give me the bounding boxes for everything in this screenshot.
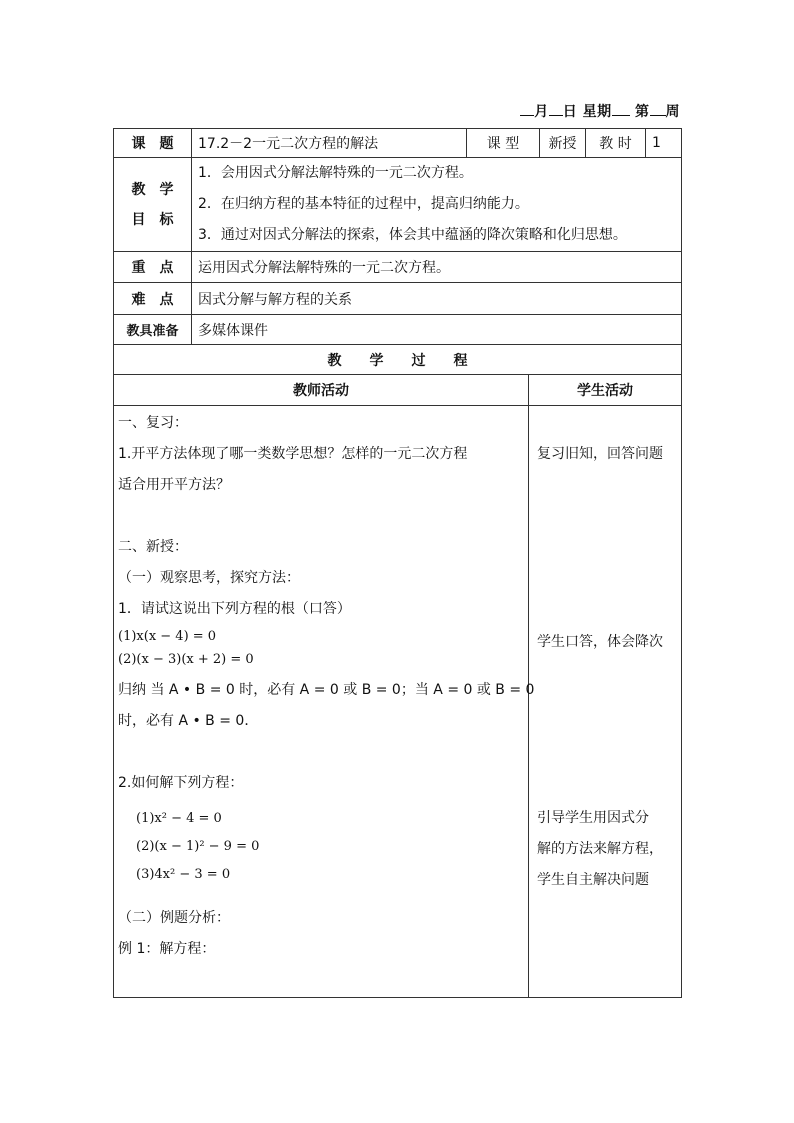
equation-2: (2)(x − 3)(x + 2) = 0: [118, 652, 254, 667]
lesson-plan-table: [113, 128, 682, 998]
objectives-label-line2: 目 标: [131, 211, 174, 228]
student-activity-2: 学生口答，体会降次: [537, 634, 663, 650]
objectives-label: [114, 158, 192, 252]
topic-value: 17.2－2一元二次方程的解法: [192, 129, 467, 158]
difficulty-value: 因式分解与解方程的关系: [192, 283, 682, 315]
hours-value: 1: [646, 129, 682, 158]
student-activity-3-line3: 学生自主解决问题: [537, 872, 649, 888]
summary-line2: 时，必有 A • B = 0．: [118, 713, 259, 729]
header-row: [114, 129, 682, 158]
new-lesson-title: 二、新授：: [118, 539, 188, 555]
teacher-activity: [114, 406, 535, 998]
type-value: 新授: [540, 129, 586, 158]
objective-item: 1．会用因式分解法解特殊的一元二次方程。: [198, 165, 473, 181]
key-point-value: 运用因式分解法解特殊的一元二次方程。: [192, 252, 682, 283]
equation-4: (2)(x − 1)² − 9 = 0: [136, 839, 260, 854]
student-activity: [529, 406, 682, 998]
activity-body-row: [114, 406, 682, 998]
objective-item: 3．通过对因式分解法的探索，体会其中蕴涵的降次策略和化归思想。: [198, 227, 627, 243]
day-label: 日: [562, 104, 578, 120]
student-activity-3-line1: 引导学生用因式分: [537, 810, 649, 826]
process-title: 教 学 过 程: [114, 345, 682, 375]
weekday-label: 星期: [582, 104, 612, 120]
teacher-activity-header: 教师活动: [114, 375, 529, 406]
tools-value: 多媒体课件: [192, 315, 682, 345]
date-line: [480, 101, 680, 121]
key-point-label: 重 点: [114, 252, 192, 283]
question2: 2.如何解下列方程：: [118, 775, 244, 791]
review-question-line1: 1.开平方法体现了哪一类数学思想？怎样的一元二次方程: [118, 446, 468, 462]
hours-label: 教 时: [586, 129, 646, 158]
question1: 1．请试这说出下列方程的根（口答）: [118, 601, 351, 617]
objectives-list: [192, 158, 682, 252]
objectives-label-line1: 教 学: [131, 181, 174, 198]
activity-header-row: [114, 375, 682, 406]
difficulty-row: [114, 283, 682, 315]
example1: 例 1：解方程：: [118, 941, 216, 957]
summary-line1: 归纳 当 A • B = 0 时，必有 A = 0 或 B = 0；当 A = 0 或 B = 0: [118, 682, 535, 698]
month-label: 月: [534, 104, 549, 120]
objective-item: 2．在归纳方程的基本特征的过程中，提高归纳能力。: [198, 196, 529, 212]
type-label: 课 型: [467, 129, 540, 158]
week-prefix: 第: [635, 104, 650, 120]
student-activity-1: 复习旧知，回答问题: [537, 446, 663, 462]
student-activity-3-line2: 解的方法来解方程，: [537, 841, 663, 857]
tools-row: [114, 315, 682, 345]
equation-5: (3)4x² − 3 = 0: [136, 867, 231, 882]
review-question-line2: 适合用开平方法？: [118, 477, 230, 493]
difficulty-label: 难 点: [114, 283, 192, 315]
objectives-row: [114, 158, 682, 252]
student-activity-header: 学生活动: [529, 375, 682, 406]
tools-label: 教具准备: [114, 315, 192, 345]
key-point-row: [114, 252, 682, 283]
process-title-row: [114, 345, 682, 375]
review-title: 一、复习：: [118, 415, 188, 431]
equation-3: (1)x² − 4 = 0: [136, 811, 222, 826]
part1-title: （一）观察思考，探究方法：: [118, 570, 300, 586]
part2-title: （二）例题分析：: [118, 910, 230, 926]
week-suffix: 周: [665, 104, 680, 120]
topic-label: 课 题: [114, 129, 192, 158]
equation-1: (1)x(x − 4) = 0: [118, 629, 217, 644]
